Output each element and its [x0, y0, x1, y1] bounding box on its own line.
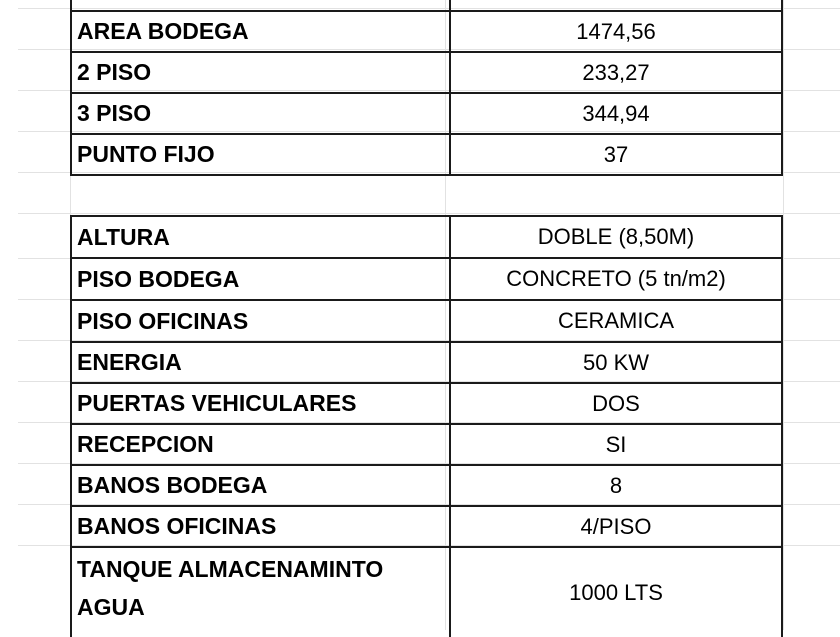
row-value[interactable]: 344,94: [450, 93, 782, 134]
grid-column-line: [783, 0, 784, 630]
row-label[interactable]: AREA BODEGA: [71, 11, 450, 52]
row-value[interactable]: DOBLE (8,50M): [450, 216, 782, 258]
row-value[interactable]: CONCRETO (5 tn/m2): [450, 258, 782, 300]
table-row: [71, 342, 782, 383]
table-row: [71, 0, 782, 11]
table-row: [71, 506, 782, 547]
grid-row-line: [18, 213, 840, 214]
row-value[interactable]: DOS: [450, 383, 782, 424]
row-label[interactable]: PUERTAS VEHICULARES: [71, 383, 450, 424]
table-row: [71, 52, 782, 93]
row-label[interactable]: 3 PISO: [71, 93, 450, 134]
row-label[interactable]: PUNTO FIJO: [71, 134, 450, 175]
row-value[interactable]: CERAMICA: [450, 300, 782, 342]
table-row: [71, 547, 782, 637]
row-label[interactable]: PISO OFICINAS: [71, 300, 450, 342]
table-row: [71, 300, 782, 342]
table-row: [71, 134, 782, 175]
row-label[interactable]: ALTURA: [71, 216, 450, 258]
row-value[interactable]: 4/PISO: [450, 506, 782, 547]
table-cell[interactable]: [450, 0, 782, 11]
row-value[interactable]: 1000 LTS: [450, 547, 782, 637]
row-value[interactable]: 37: [450, 134, 782, 175]
table-cell[interactable]: [71, 0, 450, 11]
row-value[interactable]: SI: [450, 424, 782, 465]
row-value[interactable]: 50 KW: [450, 342, 782, 383]
specs-table: [70, 215, 783, 637]
table-row: [71, 465, 782, 506]
table-row: [71, 258, 782, 300]
row-label[interactable]: 2 PISO: [71, 52, 450, 93]
row-label[interactable]: TANQUE ALMACENAMINTO AGUA: [71, 547, 450, 637]
table-row: [71, 93, 782, 134]
table-row: [71, 11, 782, 52]
areas-table: [70, 0, 783, 176]
row-value[interactable]: 1474,56: [450, 11, 782, 52]
row-value[interactable]: 8: [450, 465, 782, 506]
table-row: [71, 383, 782, 424]
row-label[interactable]: PISO BODEGA: [71, 258, 450, 300]
row-value[interactable]: 233,27: [450, 52, 782, 93]
table-row: [71, 424, 782, 465]
row-label[interactable]: RECEPCION: [71, 424, 450, 465]
row-label[interactable]: BANOS OFICINAS: [71, 506, 450, 547]
table-row: [71, 216, 782, 258]
row-label[interactable]: ENERGIA: [71, 342, 450, 383]
row-label[interactable]: BANOS BODEGA: [71, 465, 450, 506]
